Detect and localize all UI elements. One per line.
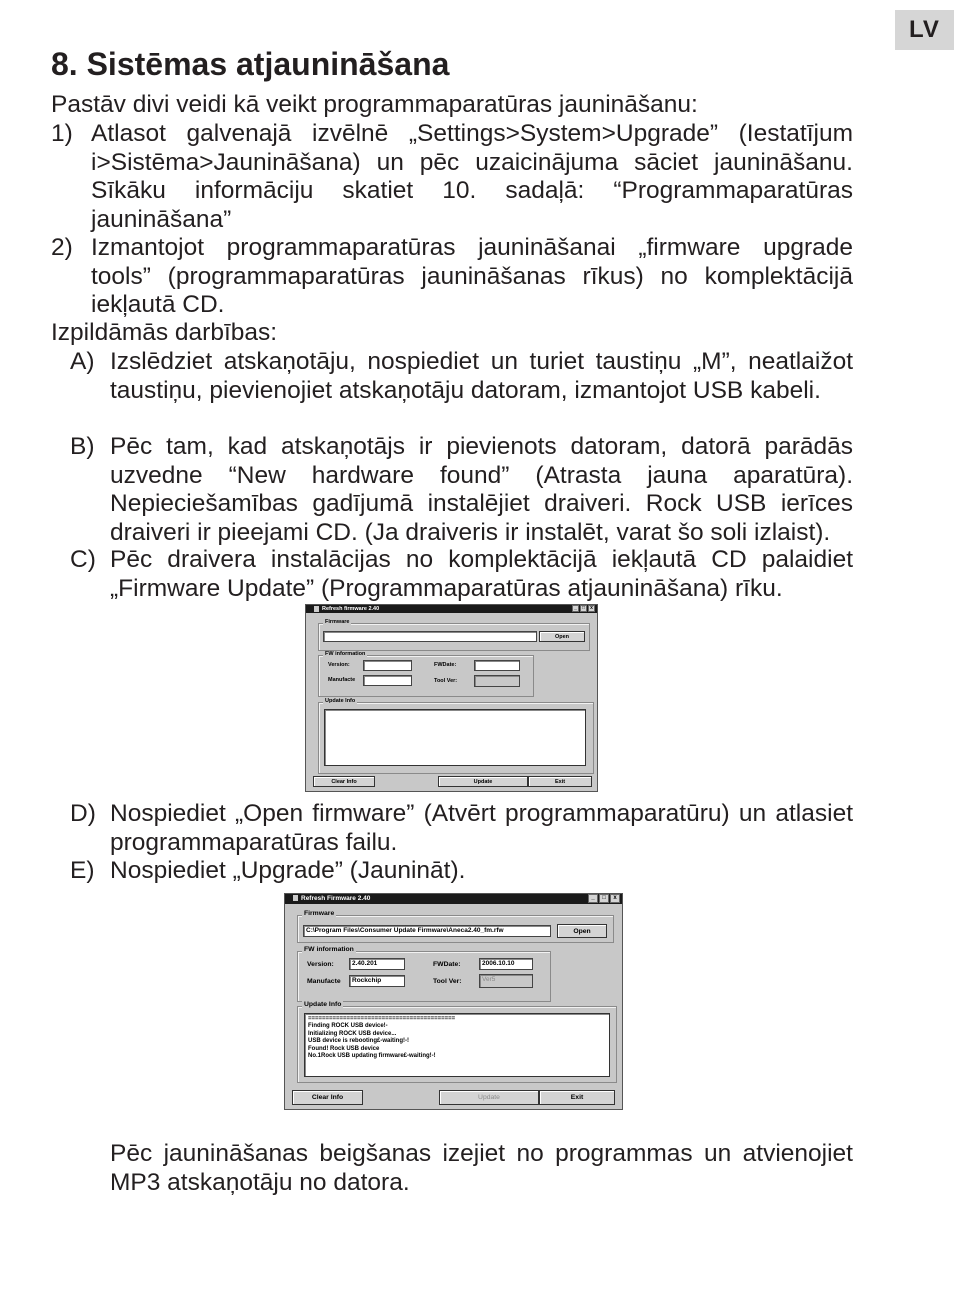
item-text: Izmantojot programmaparatūras jaunināšanai „firmware upgrade tools” (programmaparatūras jaunināšanas rīkus) no komplektācijā iekļautā CD. (91, 234, 853, 318)
firmware-dialog-screenshot-filled (284, 893, 623, 1110)
exit-button[interactable]: Exit (528, 776, 592, 787)
app-icon (314, 606, 319, 612)
item-marker: 1) (51, 120, 73, 147)
fwdate-field[interactable] (474, 660, 520, 671)
steps-heading: Izpildāmās darbības: (51, 319, 278, 346)
toolver-label: Tool Ver: (434, 678, 458, 684)
version-field[interactable] (363, 660, 412, 671)
firmware-group-label: Firmware (325, 619, 350, 625)
firmware-group-label: Firmware (304, 910, 335, 917)
step-marker: E) (70, 857, 95, 884)
manufacturer-label: Manufacte (307, 978, 341, 985)
dialog-titlebar (285, 894, 622, 904)
open-button[interactable]: Open (539, 631, 585, 642)
update-log-area[interactable] (324, 709, 586, 766)
log-line: ========================================== (308, 1016, 456, 1022)
fw-information-label: FW information (304, 946, 354, 953)
close-icon[interactable]: x (588, 605, 595, 612)
manufacturer-field[interactable] (363, 675, 412, 686)
firmware-path-field[interactable]: C:\Program Files\Consumer Update Firmware\Aneca2.40_fm.rfw (303, 925, 551, 937)
window-controls (572, 605, 595, 612)
section-title: 8. Sistēmas atjaunināšana (51, 46, 450, 82)
step-marker: A) (70, 348, 95, 375)
step-text: Nospiediet „Upgrade” (Jaunināt). (110, 857, 466, 884)
exit-button[interactable]: Exit (539, 1090, 615, 1105)
toolver-field (474, 675, 520, 687)
dialog-title: Refresh firmware 2.40 (322, 606, 380, 612)
item-marker: 2) (51, 234, 73, 261)
dialog-title: Refresh Firmware 2.40 (301, 895, 371, 902)
fwdate-field[interactable]: 2006.10.10 (479, 958, 533, 970)
closing-text: Pēc jaunināšanas beigšanas izejiet no programmas un atvienojiet MP3 atskaņotāju no datora. (110, 1140, 853, 1196)
maximize-icon[interactable]: □ (599, 894, 609, 903)
log-line: Initializing ROCK USB device... (308, 1030, 397, 1037)
language-tab: LV (895, 10, 954, 50)
step-text: Pēc tam, kad atskaņotājs ir pievienots datoram, datorā parādās uzvedne “New hardware found” (Atrasta jauna aparatūra). Nepieciešamības gadījumā instalējiet draiveri. Rock USB ierīces draiveri ir pieejami CD. (Ja draiveris ir instalēt, varat šo soli izlaist). (110, 433, 853, 546)
step-marker: D) (70, 800, 96, 827)
version-label: Version: (328, 662, 350, 668)
update-info-label: Update Info (304, 1001, 342, 1008)
clear-info-button[interactable]: Clear Info (313, 776, 375, 787)
manufacturer-field[interactable]: Rockchip (349, 975, 405, 987)
firmware-dialog-screenshot-empty (305, 604, 598, 792)
step-marker: C) (70, 546, 96, 573)
step-text: Izslēdziet atskaņotāju, nospiediet un turiet taustiņu „M”, neatlaižot taustiņu, pievienojiet atskaņotāju datoram, izmantojot USB kabeli. (110, 348, 853, 404)
close-icon[interactable]: x (610, 894, 620, 903)
intro-text: Pastāv divi veidi kā veikt programmaparatūras jaunināšanu: (51, 91, 698, 118)
update-button[interactable]: Update (439, 1090, 539, 1105)
version-label: Version: (307, 961, 334, 968)
log-line: No.1Rock USB updating firmware£-waiting!-! (308, 1053, 436, 1060)
update-info-label: Update Info (325, 698, 356, 704)
maximize-icon[interactable]: □ (581, 605, 586, 611)
firmware-path-field[interactable] (323, 631, 537, 642)
step-text: Nospiediet „Open firmware” (Atvērt programmaparatūru) un atlasiet programmaparatūras failu. (110, 800, 853, 856)
fwdate-label: FWDate: (434, 662, 457, 668)
update-log-area[interactable] (304, 1013, 610, 1077)
window-controls (588, 894, 620, 903)
fw-information-label: FW information (325, 651, 366, 657)
minimize-icon[interactable]: _ (588, 894, 598, 903)
step-text: Pēc draivera instalācijas no komplektācijā iekļautā CD palaidiet „Firmware Update” (Programmaparatūras atjaunināšana) rīku. (110, 546, 853, 602)
item-text: Atlasot galvenajā izvēlnē „Settings>System>Upgrade” (Iestatījum i>Sistēma>Jaunināšana) un pēc uzaicinājuma sāciet jaunināšanu. Sīkāku informāciju skatiet 10. sadaļā: “Programmaparatūras jaunināšana” (91, 120, 853, 233)
open-button[interactable]: Open (557, 924, 607, 938)
update-button[interactable]: Update (438, 776, 528, 787)
app-icon (293, 895, 298, 901)
step-marker: B) (70, 433, 95, 460)
log-line: Finding ROCK USB device!- (308, 1023, 388, 1030)
toolver-field: Ver5 (479, 974, 533, 988)
clear-info-button[interactable]: Clear Info (292, 1090, 363, 1105)
version-field[interactable]: 2.40.201 (349, 958, 405, 970)
minimize-icon[interactable]: _ (572, 605, 579, 612)
toolver-label: Tool Ver: (433, 978, 462, 985)
log-line: USB device is rebooting£-waiting!-! (308, 1038, 410, 1045)
dialog-titlebar (306, 605, 597, 613)
fwdate-label: FWDate: (433, 961, 461, 968)
log-line: Found! Rock USB device (308, 1045, 380, 1052)
manufacturer-label: Manufacte (328, 677, 356, 683)
